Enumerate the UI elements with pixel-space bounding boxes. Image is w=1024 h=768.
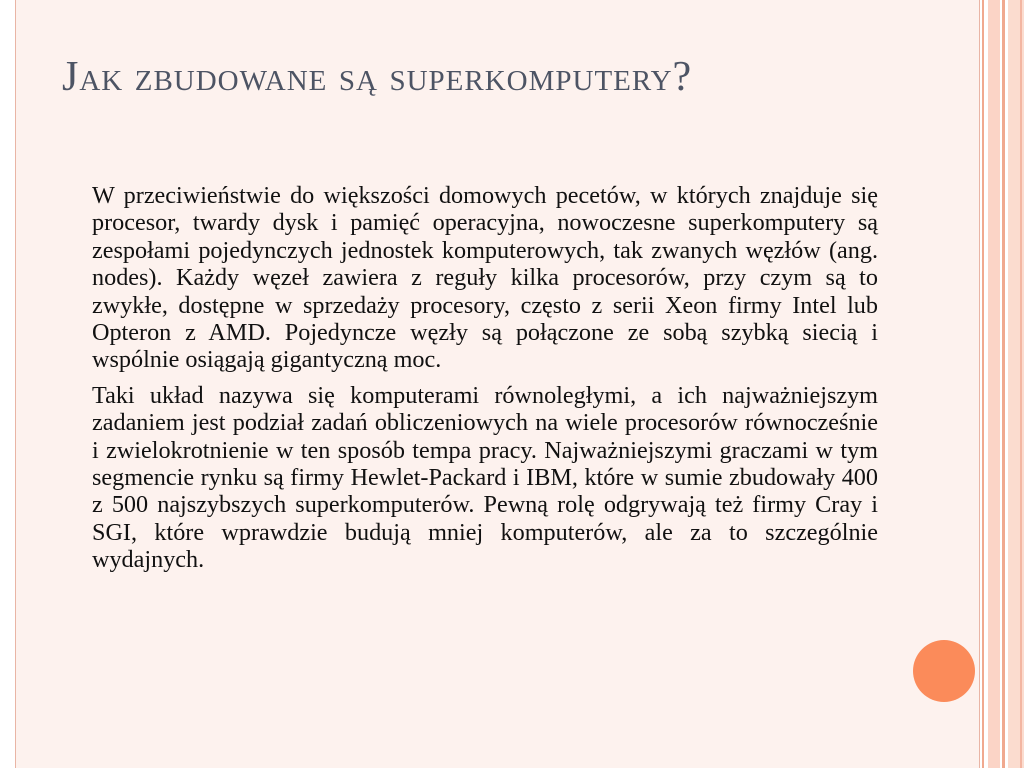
body-paragraph: Taki układ nazywa się komputerami równoległymi, a ich najważniejszym zadaniem jest podział zadań obliczeniowych na wiele procesorów równocześnie i zwielokrotnienie w ten sposób tempa pracy. Najważniejszymi graczami w tym segmencie rynku są firmy Hewlet-Packard i IBM, które w sumie zbudowały 400 z 500 najszybszych superkomputerów. Pewną rolę odgrywają też firmy Cray i SGI, które wprawdzie budują mniej komputerów, ale za to szczególnie wydajnych. [92, 381, 878, 574]
slide-body [92, 182, 878, 582]
decorative-stripe [988, 0, 1000, 768]
decorative-stripe [982, 0, 984, 768]
decorative-stripe [1020, 0, 1022, 768]
decorative-stripe [1002, 0, 1005, 768]
decorative-circle [913, 640, 975, 702]
body-paragraph: W przeciwieństwie do większości domowych pecetów, w których znajduje się procesor, twardy dysk i pamięć operacyjna, nowoczesne superkomputery są zespołami pojedynczych jednostek komputerowych, tak zwanych węzłów (ang. nodes). Każdy węzeł zawiera z reguły kilka procesorów, przy czym są to zwykłe, dostępne w sprzedaży procesory, często z serii Xeon firmy Intel lub Opteron z AMD. Pojedyncze węzły są połączone ze sobą szybką siecią i wspólnie osiągają gigantyczną moc. [92, 182, 878, 374]
slide-title: Jak zbudowane są superkomputery? [62, 54, 693, 100]
